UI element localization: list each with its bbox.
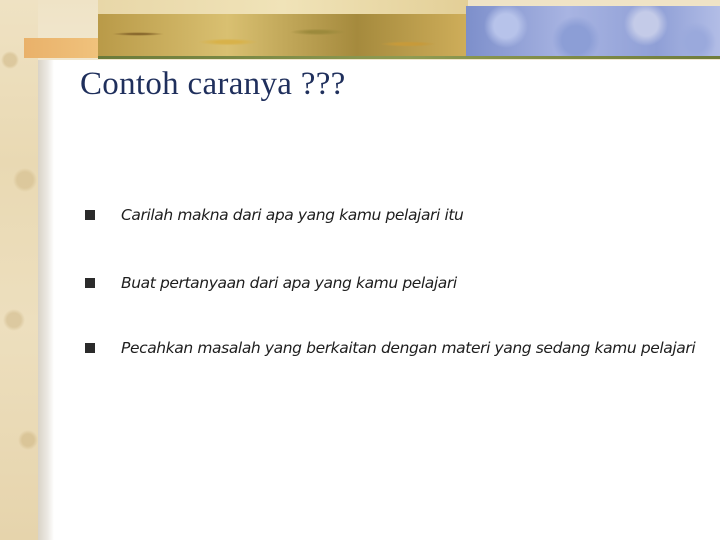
slide-title: Contoh caranya ???: [80, 66, 346, 102]
bullet-text: Buat pertanyaan dari apa yang kamu pelajari: [121, 274, 457, 292]
square-bullet-icon: [85, 278, 95, 288]
banner-gold-top: [98, 0, 468, 14]
left-shadow: [38, 60, 54, 540]
bullet-item: [85, 200, 463, 230]
square-bullet-icon: [85, 343, 95, 353]
square-bullet-icon: [85, 210, 95, 220]
bullet-item: [85, 268, 457, 298]
banner-floral-image: [98, 14, 468, 58]
banner-blue-floral-image: [466, 6, 720, 58]
left-parchment-strip: [0, 0, 38, 540]
banner-orange-accent: [24, 38, 98, 58]
bullet-text: Carilah makna dari apa yang kamu pelajari itu: [121, 206, 464, 224]
bullet-item: [85, 333, 695, 363]
bullet-text: Pecahkan masalah yang berkaitan dengan materi yang sedang kamu pelajari: [121, 339, 696, 357]
banner-divider-line: [98, 56, 720, 59]
